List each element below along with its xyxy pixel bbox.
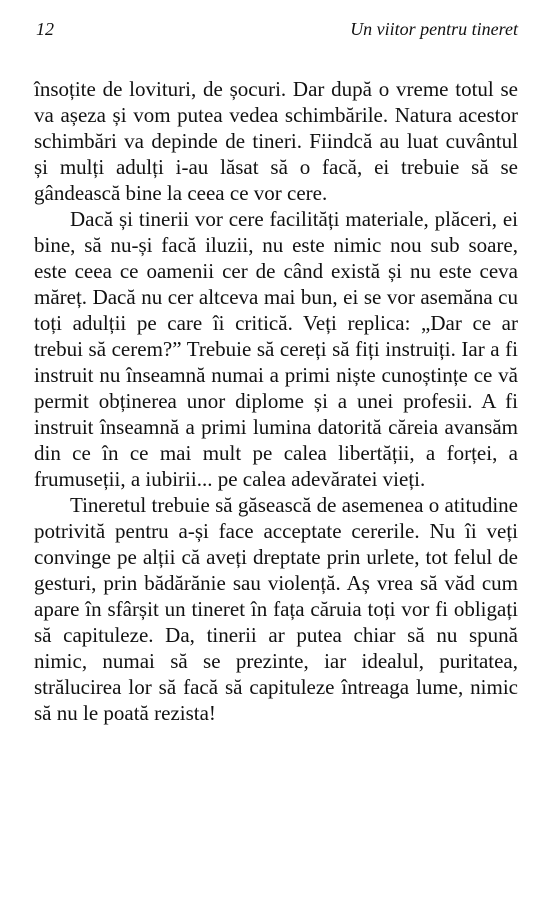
running-title: Un viitor pentru tineret (350, 19, 518, 39)
paragraph: însoțite de lovituri, de șocuri. Dar după o vreme totul se va așeza și vom putea vedea schimbările. Natura acestor schimbări va depinde de tineri. Fiindcă au luat cuvântul și mulți adulți i-au lăsat să o facă, ei trebuie să se gândească bine la ceea ce vor cere. (34, 77, 518, 205)
page-number: 12 (36, 19, 54, 39)
body-text (34, 76, 518, 726)
book-page (34, 18, 518, 726)
paragraph: Tineretul trebuie să găsească de asemenea o atitudine potrivită pentru a-și face acceptate cererile. Nu îi veți convinge pe alții că aveți dreptate prin urlete, tot felul de gesturi, prin bădărănie sau violență. Aș vrea să văd cum apare în sfârșit un tineret în fața căruia toți vor fi obligați să capituleze. Da, tinerii ar putea chiar să nu spună nimic, numai să se prezinte, iar idealul, puritatea, strălucirea lor să facă să capituleze întreaga lume, nimic să nu le poată rezista! (34, 493, 518, 725)
page-header (34, 18, 518, 40)
paragraph: Dacă și tinerii vor cere facilități materiale, plăceri, ei bine, să nu-și facă iluzii, nu este nimic nou sub soare, este ceea ce oamenii cer de când există și nu este ceva măreț. Dacă nu cer altceva mai bun, ei se vor asemăna cu toți adulții pe care îi critică. Veți replica: „Dar ce ar trebui să cerem?” Trebuie să cereți să fiți instruiți. Iar a fi instruit nu înseamnă numai a primi niște cunoștințe ce vă permit obținerea unor diplome și a unei profesii. A fi instruit înseamnă a primi lumina datorită căreia avansăm din ce în ce mai mult pe calea libertății, a forței, a frumuseții, a iubirii... pe calea adevăratei vieți. (34, 207, 518, 491)
